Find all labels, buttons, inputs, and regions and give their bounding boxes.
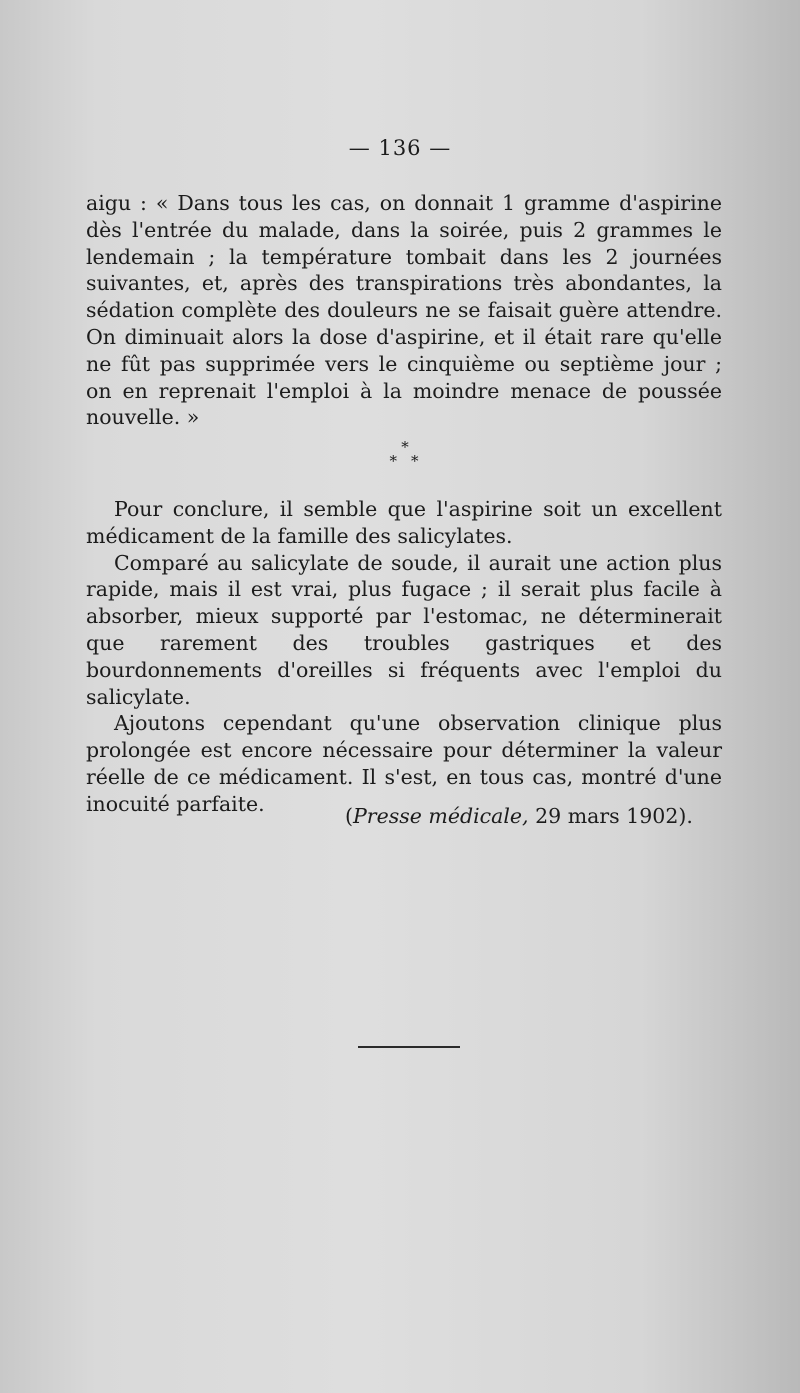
citation-source: Presse médicale, bbox=[353, 804, 529, 828]
paragraph-observation: Ajoutons cependant qu'une observation clinique plus prolongée est encore nécessaire pour déterminer la valeur réelle de ce médicament. Il s'est, en tous cas, montré d'une inocuité parfaite. bbox=[86, 711, 722, 816]
paragraph-comparison: Comparé au salicylate de soude, il aurait une action plus rapide, mais il est vrai, plus fugace ; il serait plus facile à absorber, mieux supporté par l'estomac, ne déterminerait que rarement des troubles gastriques et des bourdonnements d'oreilles si fréquents avec l'emploi du salicylate. bbox=[86, 550, 722, 709]
citation bbox=[345, 803, 693, 830]
citation-date: 29 mars 1902). bbox=[528, 804, 693, 828]
quoted-paragraph: aigu : « Dans tous les cas, on donnait 1 gramme d'aspirine dès l'entrée du malade, dans la soirée, puis 2 grammes le lendemain ; la température tombait dans les 2 journées suivantes, et, après des transpirations très abondantes, la sédation complète des douleurs ne se faisait guère attendre. On diminuait alors la dose d'aspirine, et il était rare qu'elle ne fût pas supprimée vers le cinquième ou septième jour ; on en reprenait l'emploi à la moindre menace de poussée nouvelle. » bbox=[86, 191, 722, 430]
asterism-separator bbox=[370, 440, 440, 480]
conclusion-section bbox=[86, 496, 722, 818]
citation-open: ( bbox=[345, 804, 353, 828]
end-rule bbox=[358, 1046, 460, 1048]
asterism-bottom: ** bbox=[389, 452, 433, 470]
asterism-top: * bbox=[401, 438, 409, 456]
paragraph-conclusion: Pour conclure, il semble que l'aspirine soit un excellent médicament de la famille des salicylates. bbox=[86, 497, 722, 548]
page-number: — 136 — bbox=[348, 136, 452, 160]
